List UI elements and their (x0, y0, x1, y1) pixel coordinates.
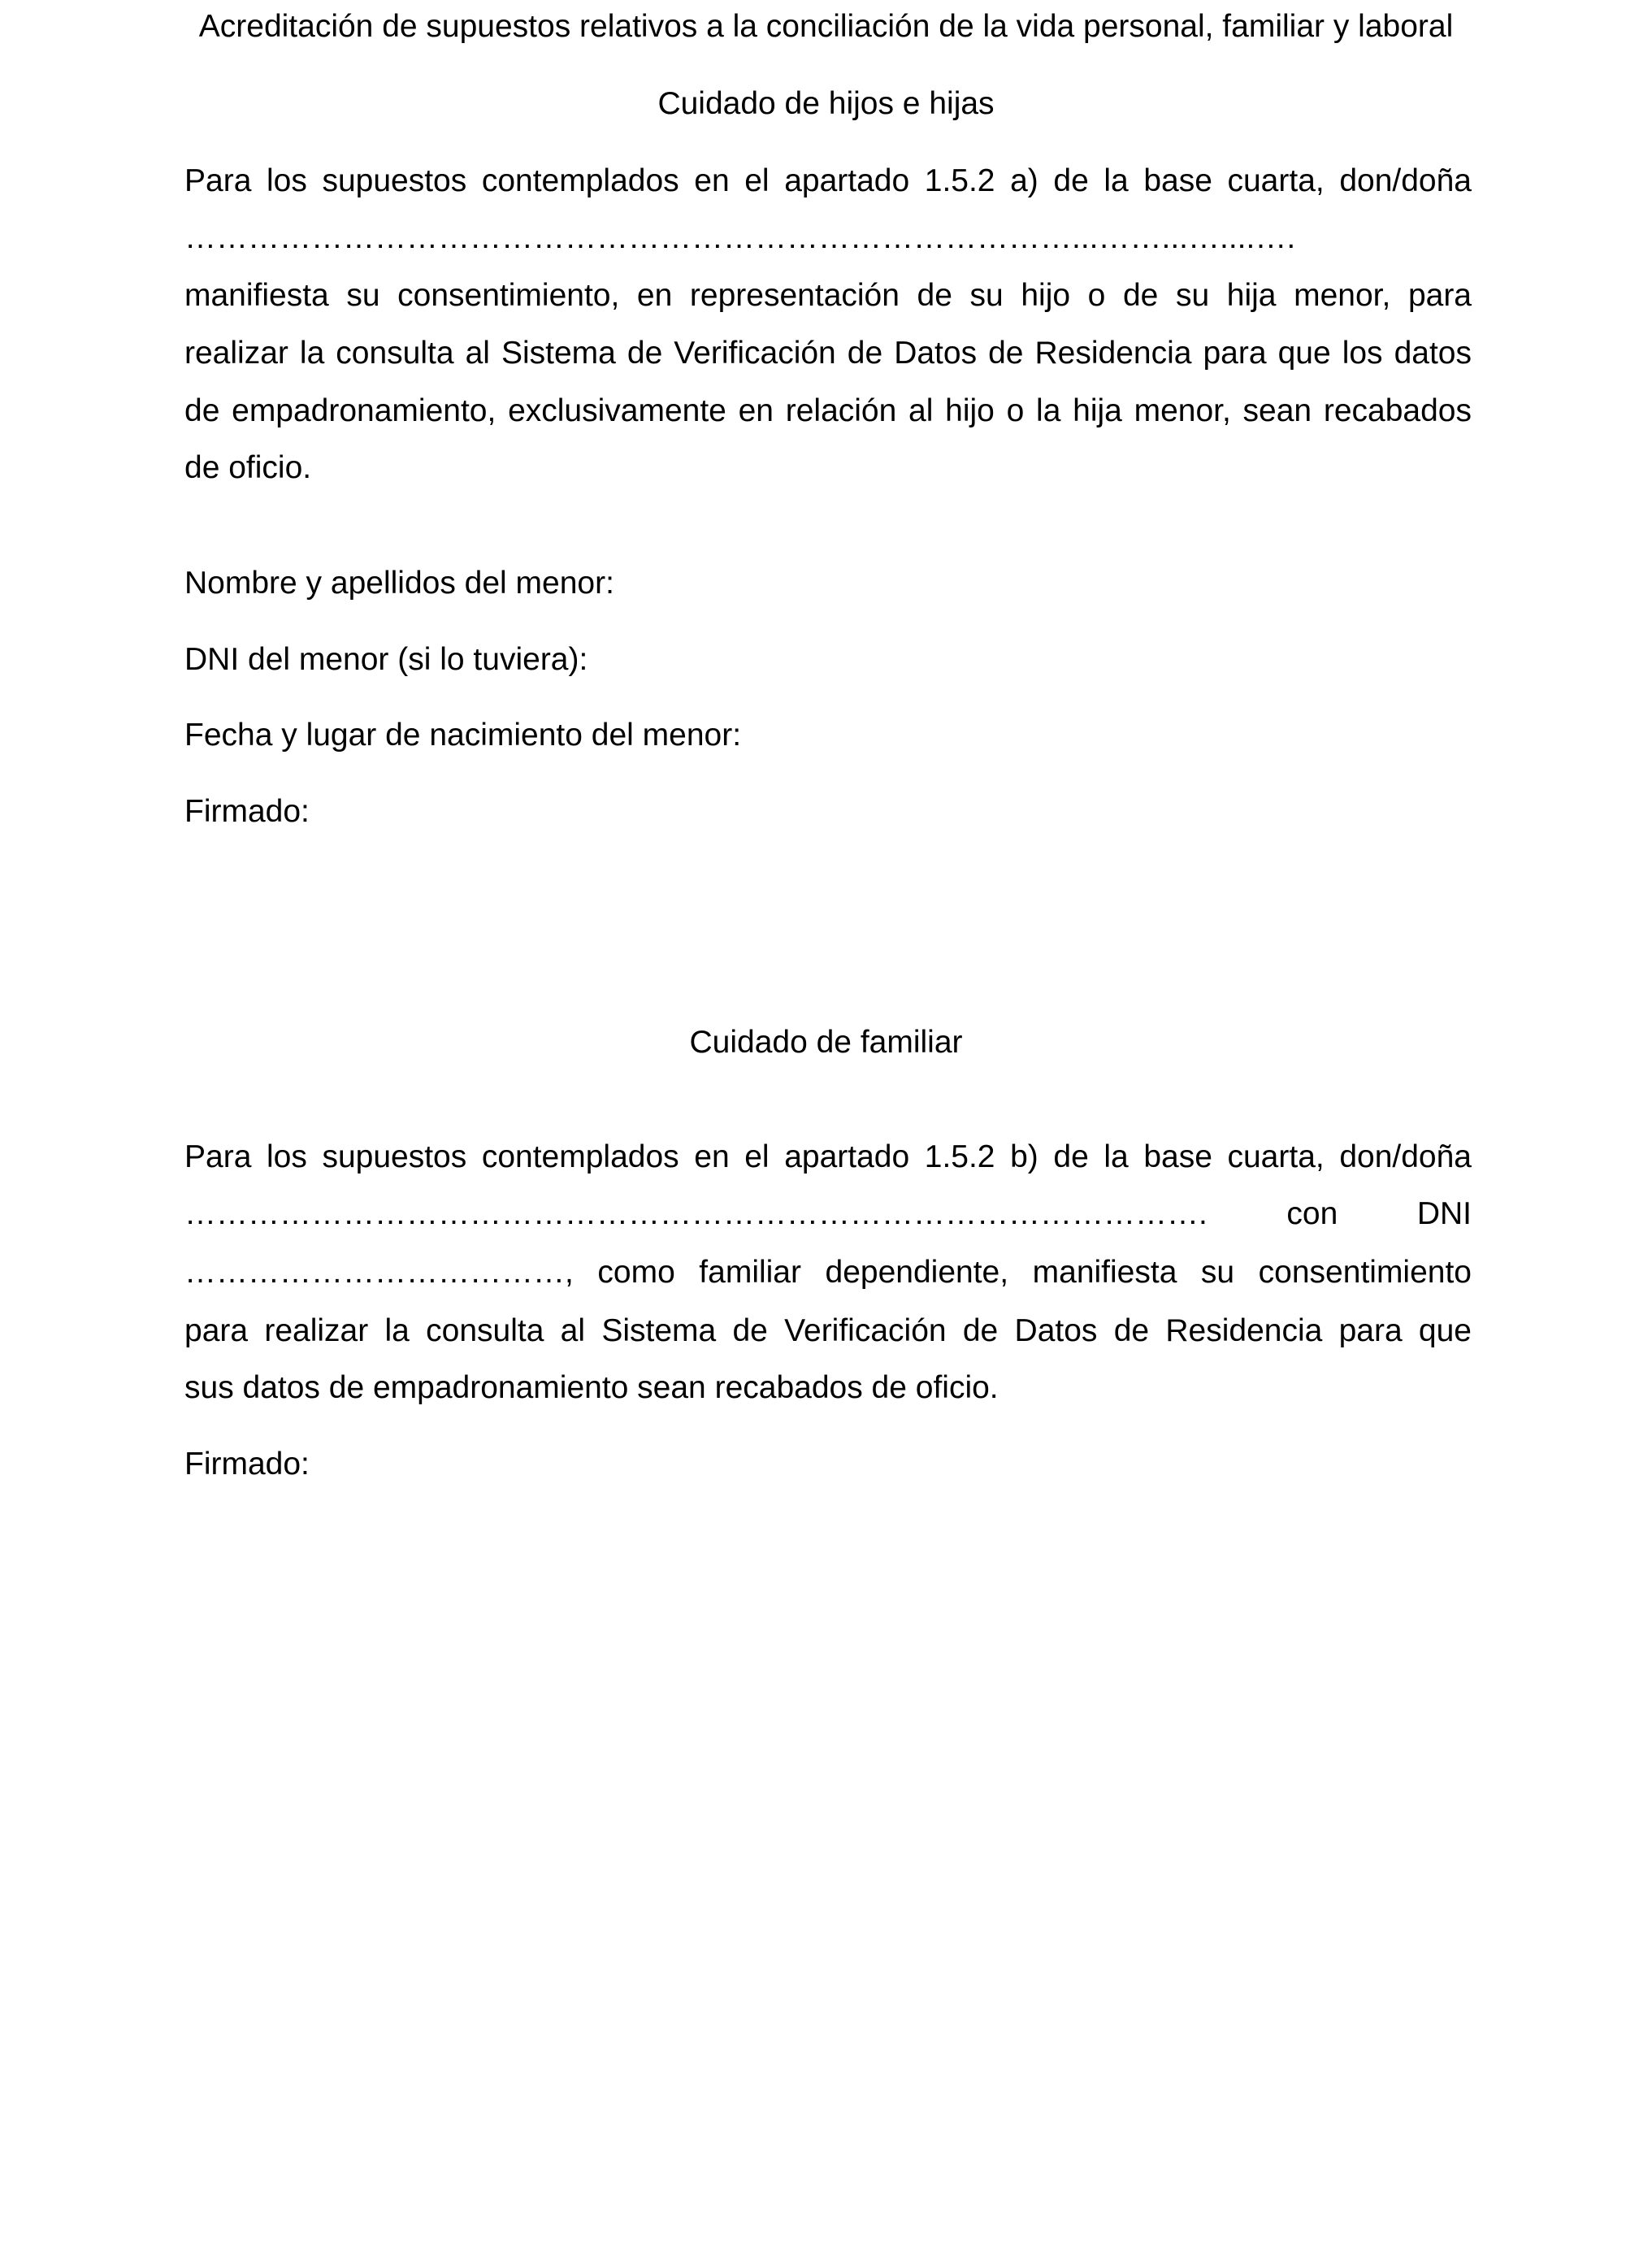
document-title: Acreditación de supuestos relativos a la conciliación de la vida personal, familiar y laboral (198, 9, 1454, 44)
paragraph-line: Para los supuestos contemplados en el apartado 1.5.2 b) de la base cuarta, don/doña (184, 1139, 1472, 1174)
field-minor-birth: Fecha y lugar de nacimiento del menor: (184, 718, 742, 753)
paragraph-line: de empadronamiento, exclusivamente en relación al hijo o la hija menor, sean recabados (184, 393, 1472, 428)
field-minor-name: Nombre y apellidos del menor: (184, 566, 614, 601)
name-dni-blank-line: ……………………………………………………………………………………. con DNI (184, 1196, 1472, 1231)
section-heading-family: Cuidado de familiar (689, 1025, 963, 1060)
section-heading-children: Cuidado de hijos e hijas (657, 86, 995, 121)
field-minor-dni: DNI del menor (si lo tuviera): (184, 642, 588, 677)
paragraph-line: Para los supuestos contemplados en el apartado 1.5.2 a) de la base cuarta, don/doña (184, 163, 1472, 198)
paragraph-line: de oficio. (184, 450, 312, 485)
paragraph-line: para realizar la consulta al Sistema de Verificación de Datos de Residencia para que (184, 1313, 1472, 1348)
signed-label: Firmado: (184, 1447, 310, 1482)
paragraph-line: ………………………………, como familiar dependiente, manifiesta su consentimiento (184, 1255, 1472, 1290)
name-blank-line: …………………………………………………………………………...……...…....…. (184, 220, 1296, 255)
paragraph-line: sus datos de empadronamiento sean recabados de oficio. (184, 1370, 999, 1405)
paragraph-line: manifiesta su consentimiento, en representación de su hijo o de su hija menor, para (184, 278, 1472, 313)
signed-label: Firmado: (184, 794, 310, 829)
paragraph-line: realizar la consulta al Sistema de Verificación de Datos de Residencia para que los datos (184, 336, 1472, 371)
